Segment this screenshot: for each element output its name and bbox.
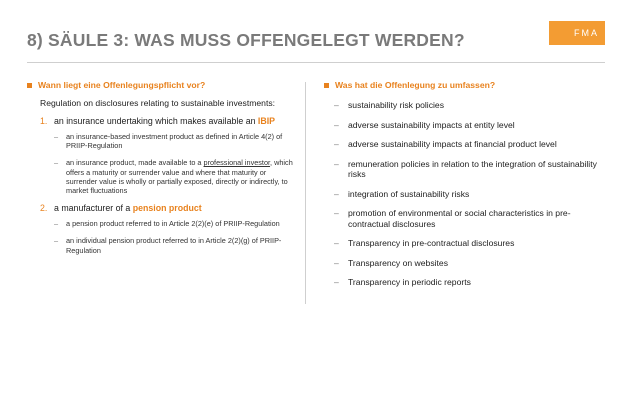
sub-item-text: an insurance-based investment product as defined in Article 4(2) of PRIIP-Regulation [66,132,283,151]
item-number: 1. [40,116,48,126]
list-item: – remuneration policies in relation to the integration of sustainability risks [334,158,597,179]
right-column [324,80,609,297]
bullet-square-icon [324,83,329,88]
dash-icon: – [334,188,339,199]
dash-icon: – [334,238,339,248]
column-divider [305,82,306,304]
list-item: – promotion of environmental or social characteristics in pre-contractual disclosures [334,208,571,229]
sub-item-text: an individual pension product referred to in Article 2(2)(g) of PRIIP-Regulation [66,236,282,255]
dash-icon: – [54,158,59,168]
right-heading-text: Was hat die Offenlegung zu umfassen? [335,80,496,90]
dash-icon: – [334,100,339,110]
dash-icon: – [54,236,59,246]
numbered-item-2 [40,203,295,213]
dash-icon: – [334,158,339,169]
fma-logo: FMA [549,21,605,45]
professional-investor-link[interactable]: professional investor [203,158,271,168]
intro-text: Regulation on disclosures relating to sustainable investments: [40,98,276,108]
sub-item [54,132,295,150]
disclosure-list [334,100,609,288]
list-item: – sustainability risk policies [334,100,444,110]
item-highlight: IBIP [257,116,276,126]
bullet-square-icon [27,83,32,88]
dash-icon: – [334,139,339,149]
list-item: – integration of sustainability risks [334,188,470,199]
sub-item-text: an insurance product, made available to a professional investor, which offers a maturity or surrender value and where that maturity or surrender value is wholly or partially exposed, directly or indirectly, to market fluctuations [66,158,293,196]
left-heading-text: Wann liegt eine Offenlegungspflicht vor? [38,80,206,90]
list-item: – adverse sustainability impacts at financial product level [334,139,557,149]
list-item: – Transparency in pre-contractual disclosures [334,238,515,248]
dash-icon: – [334,208,339,218]
item-text: an insurance undertaking which makes available an IBIP [54,116,276,126]
title-underline [27,62,605,63]
left-heading [27,80,295,90]
left-column [27,80,295,263]
numbered-item-1 [40,116,295,126]
dash-icon: – [54,219,59,229]
dash-icon: – [54,132,59,141]
dash-icon: – [334,257,339,268]
sub-item [54,236,295,254]
sub-item [54,219,295,228]
item-highlight: pension product [132,203,202,214]
item-text: a manufacturer of a pension product [54,203,202,214]
page-title: 8) SÄULE 3: WAS MUSS OFFENGELEGT WERDEN? [27,30,465,50]
item-number: 2. [40,203,48,214]
sub-item [54,158,295,195]
list-item: – Transparency on websites [334,257,448,268]
dash-icon: – [334,277,339,287]
right-heading [324,80,609,90]
sub-item-text: a pension product referred to in Article 2(2)(e) of PRIIP-Regulation [66,219,280,229]
list-item: – adverse sustainability impacts at entity level [334,119,515,130]
list-item: – Transparency in periodic reports [334,277,471,287]
dash-icon: – [334,119,339,130]
